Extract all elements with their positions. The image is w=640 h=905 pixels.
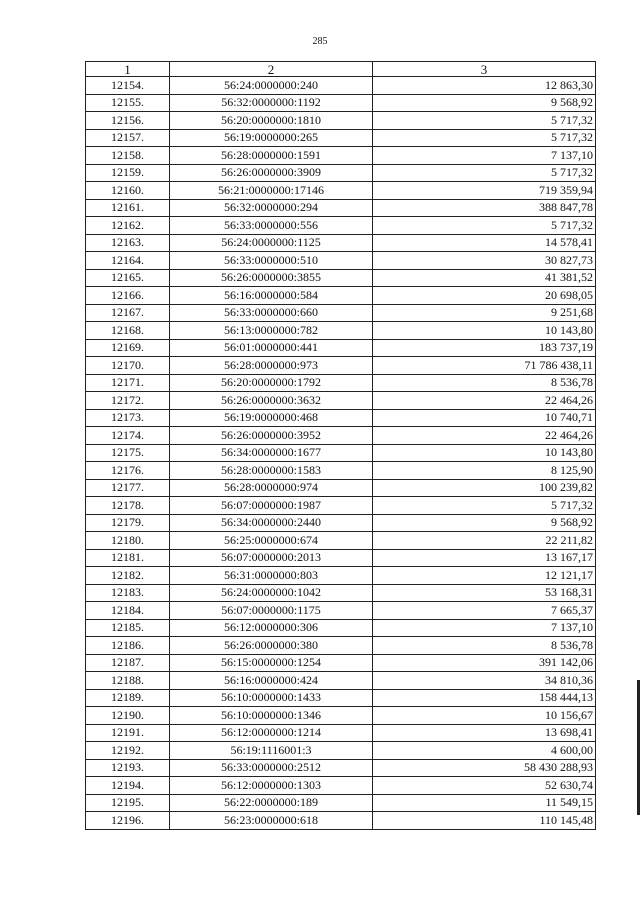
cadastral-number-cell: 56:10:0000000:1346 [170, 707, 373, 725]
table-row [86, 392, 596, 410]
table-row [86, 497, 596, 515]
cadastral-number-cell: 56:22:0000000:189 [170, 794, 373, 812]
cadastral-number-cell: 56:24:0000000:1125 [170, 234, 373, 252]
table-row [86, 619, 596, 637]
value-cell: 9 251,68 [373, 304, 596, 322]
row-number-cell: 12163. [86, 234, 170, 252]
cadastral-number-cell: 56:28:0000000:1591 [170, 147, 373, 165]
row-number-cell: 12193. [86, 759, 170, 777]
cadastral-number-cell: 56:31:0000000:803 [170, 567, 373, 585]
value-cell: 183 737,19 [373, 339, 596, 357]
value-cell: 22 464,26 [373, 427, 596, 445]
row-number-cell: 12173. [86, 409, 170, 427]
value-cell: 719 359,94 [373, 182, 596, 200]
table-row [86, 637, 596, 655]
value-cell: 13 167,17 [373, 549, 596, 567]
row-number-cell: 12167. [86, 304, 170, 322]
table-row [86, 304, 596, 322]
cadastral-number-cell: 56:19:1116001:3 [170, 742, 373, 760]
row-number-cell: 12180. [86, 532, 170, 550]
table-row [86, 794, 596, 812]
row-number-cell: 12154. [86, 77, 170, 95]
cadastral-number-cell: 56:32:0000000:294 [170, 199, 373, 217]
value-cell: 4 600,00 [373, 742, 596, 760]
cadastral-number-cell: 56:33:0000000:510 [170, 252, 373, 270]
cadastral-number-cell: 56:33:0000000:2512 [170, 759, 373, 777]
row-number-cell: 12184. [86, 602, 170, 620]
value-cell: 5 717,32 [373, 112, 596, 130]
cadastral-number-cell: 56:16:0000000:584 [170, 287, 373, 305]
cadastral-number-cell: 56:20:0000000:1792 [170, 374, 373, 392]
value-cell: 20 698,05 [373, 287, 596, 305]
table-row [86, 427, 596, 445]
table-row [86, 357, 596, 375]
value-cell: 7 137,10 [373, 147, 596, 165]
value-cell: 8 536,78 [373, 637, 596, 655]
row-number-cell: 12183. [86, 584, 170, 602]
table-row [86, 532, 596, 550]
table-row [86, 812, 596, 830]
value-cell: 10 143,80 [373, 322, 596, 340]
cadastral-number-cell: 56:07:0000000:1175 [170, 602, 373, 620]
cadastral-number-cell: 56:21:0000000:17146 [170, 182, 373, 200]
row-number-cell: 12156. [86, 112, 170, 130]
row-number-cell: 12185. [86, 619, 170, 637]
table-row [86, 234, 596, 252]
table-row [86, 602, 596, 620]
value-cell: 5 717,32 [373, 497, 596, 515]
value-cell: 22 211,82 [373, 532, 596, 550]
value-cell: 14 578,41 [373, 234, 596, 252]
cadastral-number-cell: 56:25:0000000:674 [170, 532, 373, 550]
row-number-cell: 12177. [86, 479, 170, 497]
cadastral-number-cell: 56:26:0000000:3855 [170, 269, 373, 287]
table-row [86, 654, 596, 672]
table-row [86, 339, 596, 357]
table-row [86, 182, 596, 200]
value-cell: 22 464,26 [373, 392, 596, 410]
cadastral-number-cell: 56:07:0000000:1987 [170, 497, 373, 515]
cadastral-number-cell: 56:24:0000000:1042 [170, 584, 373, 602]
cadastral-number-cell: 56:07:0000000:2013 [170, 549, 373, 567]
table-row [86, 462, 596, 480]
cadastral-number-cell: 56:12:0000000:306 [170, 619, 373, 637]
value-cell: 34 810,36 [373, 672, 596, 690]
value-cell: 7 137,10 [373, 619, 596, 637]
table-row [86, 707, 596, 725]
cadastral-number-cell: 56:28:0000000:973 [170, 357, 373, 375]
cadastral-number-cell: 56:34:0000000:2440 [170, 514, 373, 532]
table-row [86, 514, 596, 532]
table-row [86, 217, 596, 235]
table-row [86, 759, 596, 777]
row-number-cell: 12170. [86, 357, 170, 375]
cadastral-number-cell: 56:16:0000000:424 [170, 672, 373, 690]
cadastral-number-cell: 56:26:0000000:3909 [170, 164, 373, 182]
row-number-cell: 12179. [86, 514, 170, 532]
value-cell: 100 239,82 [373, 479, 596, 497]
table-row [86, 374, 596, 392]
column-header-1: 1 [86, 62, 170, 77]
cadastral-number-cell: 56:19:0000000:468 [170, 409, 373, 427]
value-cell: 30 827,73 [373, 252, 596, 270]
value-cell: 58 430 288,93 [373, 759, 596, 777]
table-row [86, 689, 596, 707]
row-number-cell: 12169. [86, 339, 170, 357]
table-row [86, 112, 596, 130]
row-number-cell: 12160. [86, 182, 170, 200]
table-row [86, 199, 596, 217]
value-cell: 5 717,32 [373, 129, 596, 147]
value-cell: 8 536,78 [373, 374, 596, 392]
table-row [86, 77, 596, 95]
row-number-cell: 12174. [86, 427, 170, 445]
value-cell: 12 863,30 [373, 77, 596, 95]
row-number-cell: 12182. [86, 567, 170, 585]
row-number-cell: 12196. [86, 812, 170, 830]
value-cell: 13 698,41 [373, 724, 596, 742]
cadastral-number-cell: 56:10:0000000:1433 [170, 689, 373, 707]
cadastral-number-cell: 56:26:0000000:380 [170, 637, 373, 655]
table-row [86, 269, 596, 287]
value-cell: 5 717,32 [373, 217, 596, 235]
row-number-cell: 12191. [86, 724, 170, 742]
value-cell: 5 717,32 [373, 164, 596, 182]
row-number-cell: 12155. [86, 94, 170, 112]
row-number-cell: 12186. [86, 637, 170, 655]
table-row [86, 479, 596, 497]
table-row [86, 129, 596, 147]
row-number-cell: 12166. [86, 287, 170, 305]
table-row [86, 724, 596, 742]
table-row [86, 94, 596, 112]
row-number-cell: 12158. [86, 147, 170, 165]
value-cell: 110 145,48 [373, 812, 596, 830]
value-cell: 12 121,17 [373, 567, 596, 585]
row-number-cell: 12195. [86, 794, 170, 812]
cadastral-number-cell: 56:23:0000000:618 [170, 812, 373, 830]
value-cell: 9 568,92 [373, 514, 596, 532]
row-number-cell: 12189. [86, 689, 170, 707]
cadastral-number-cell: 56:12:0000000:1303 [170, 777, 373, 795]
row-number-cell: 12162. [86, 217, 170, 235]
cadastral-number-cell: 56:26:0000000:3632 [170, 392, 373, 410]
table-row [86, 584, 596, 602]
table-row [86, 252, 596, 270]
value-cell: 53 168,31 [373, 584, 596, 602]
row-number-cell: 12192. [86, 742, 170, 760]
cadastral-number-cell: 56:19:0000000:265 [170, 129, 373, 147]
table-row [86, 287, 596, 305]
row-number-cell: 12159. [86, 164, 170, 182]
cadastral-number-cell: 56:01:0000000:441 [170, 339, 373, 357]
value-cell: 7 665,37 [373, 602, 596, 620]
cadastral-number-cell: 56:20:0000000:1810 [170, 112, 373, 130]
value-cell: 10 143,80 [373, 444, 596, 462]
row-number-cell: 12165. [86, 269, 170, 287]
value-cell: 8 125,90 [373, 462, 596, 480]
cadastral-number-cell: 56:34:0000000:1677 [170, 444, 373, 462]
cadastral-number-cell: 56:28:0000000:974 [170, 479, 373, 497]
table-row [86, 549, 596, 567]
row-number-cell: 12178. [86, 497, 170, 515]
row-number-cell: 12190. [86, 707, 170, 725]
value-cell: 388 847,78 [373, 199, 596, 217]
row-number-cell: 12188. [86, 672, 170, 690]
cadastral-number-cell: 56:26:0000000:3952 [170, 427, 373, 445]
table-row [86, 672, 596, 690]
table-body [86, 77, 596, 830]
column-header-2: 2 [170, 62, 373, 77]
value-cell: 10 156,67 [373, 707, 596, 725]
value-cell: 158 444,13 [373, 689, 596, 707]
table-row [86, 777, 596, 795]
page-number: 285 [312, 36, 328, 47]
table-row [86, 164, 596, 182]
row-number-cell: 12161. [86, 199, 170, 217]
table-row [86, 322, 596, 340]
cadastral-number-cell: 56:15:0000000:1254 [170, 654, 373, 672]
cadastral-number-cell: 56:33:0000000:556 [170, 217, 373, 235]
cadastral-number-cell: 56:32:0000000:1192 [170, 94, 373, 112]
row-number-cell: 12187. [86, 654, 170, 672]
table-header-row [86, 62, 596, 77]
row-number-cell: 12164. [86, 252, 170, 270]
value-cell: 11 549,15 [373, 794, 596, 812]
cadastral-number-cell: 56:33:0000000:660 [170, 304, 373, 322]
value-cell: 41 381,52 [373, 269, 596, 287]
row-number-cell: 12157. [86, 129, 170, 147]
table-row [86, 567, 596, 585]
row-number-cell: 12171. [86, 374, 170, 392]
row-number-cell: 12168. [86, 322, 170, 340]
table-row [86, 742, 596, 760]
value-cell: 10 740,71 [373, 409, 596, 427]
value-cell: 52 630,74 [373, 777, 596, 795]
row-number-cell: 12172. [86, 392, 170, 410]
row-number-cell: 12181. [86, 549, 170, 567]
data-table [85, 61, 596, 830]
cadastral-number-cell: 56:12:0000000:1214 [170, 724, 373, 742]
table-row [86, 147, 596, 165]
row-number-cell: 12176. [86, 462, 170, 480]
value-cell: 391 142,06 [373, 654, 596, 672]
column-header-3: 3 [373, 62, 596, 77]
row-number-cell: 12194. [86, 777, 170, 795]
row-number-cell: 12175. [86, 444, 170, 462]
table-row [86, 409, 596, 427]
value-cell: 71 786 438,11 [373, 357, 596, 375]
cadastral-number-cell: 56:13:0000000:782 [170, 322, 373, 340]
value-cell: 9 568,92 [373, 94, 596, 112]
cadastral-number-cell: 56:24:0000000:240 [170, 77, 373, 95]
table-row [86, 444, 596, 462]
cadastral-number-cell: 56:28:0000000:1583 [170, 462, 373, 480]
